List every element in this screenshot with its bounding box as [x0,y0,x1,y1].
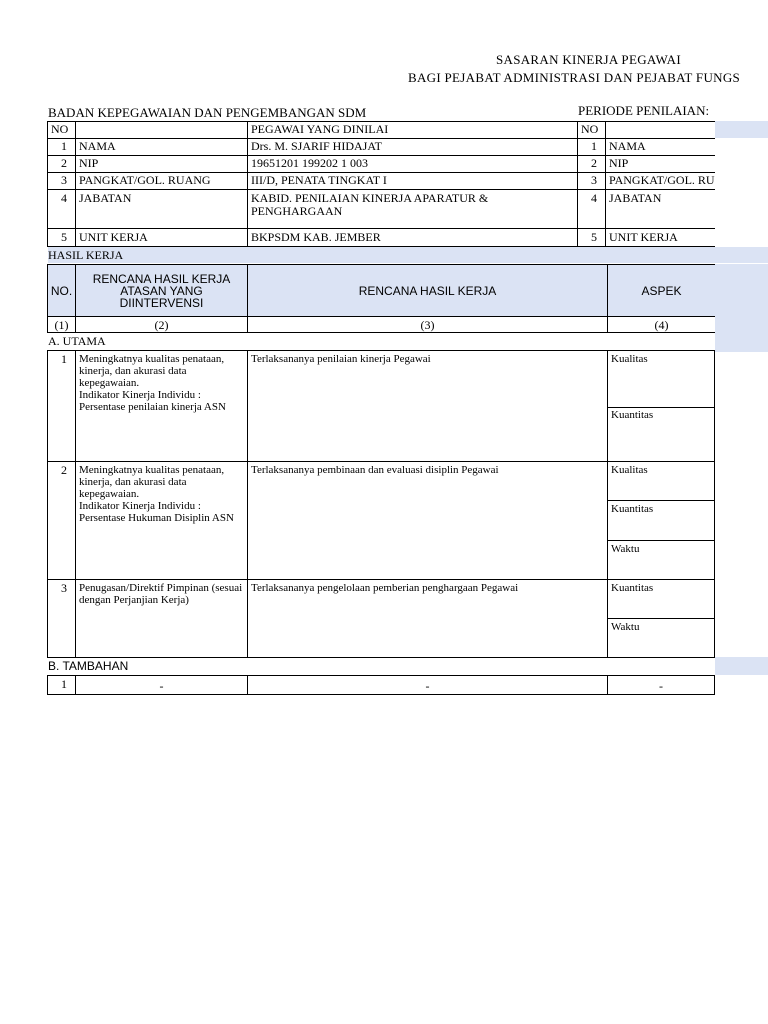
document-subtitle: BAGI PEJABAT ADMINISTRASI DAN PEJABAT FUNGS [408,70,741,85]
utama-row-atasan [76,352,247,414]
col-pegawai-header: PEGAWAI YANG DINILAI [251,122,389,136]
col-header-rhk: RENCANA HASIL KERJA [358,283,497,298]
col-header-rhk-atasan: RENCANA HASIL KERJA ATASAN YANG DIINTERVENSI [92,271,231,310]
header-shade [715,121,768,138]
info-row-value: 19651201 199202 1 003 [251,156,368,170]
header-shade [715,317,768,352]
col-number: (1) [54,317,69,332]
utama-row-aspek: Kuantitas [611,503,654,515]
utama-row-no: 1 [61,352,67,366]
hasil-kerja-label: HASIL KERJA [48,248,124,262]
info-row-no: 1 [61,139,67,153]
tambahan-row-atasan: - [159,679,164,693]
info-row-value: Drs. M. SJARIF HIDAJAT [251,139,383,153]
info-row-right-no: 3 [591,173,597,187]
info-row-no: 3 [61,173,67,187]
utama-row-aspek: Kualitas [611,464,648,476]
info-row-right-no: 1 [591,139,597,153]
atasan-text: Meningkatnya kualitas penataan, kinerja, dan akurasi data kepegawaian. [79,464,225,500]
col-header-no: NO. [50,283,73,298]
utama-row-aspek: Kuantitas [611,582,654,594]
info-row-right-label: JABATAN [609,191,662,205]
period-label: PERIODE PENILAIAN: [578,103,710,118]
tambahan-row-rhk: - [425,679,430,693]
utama-row-no: 2 [61,463,67,477]
col-number: (2) [154,317,169,332]
info-row-value: KABID. PENILAIAN KINERJA APARATUR & PENGHARGAAN [251,191,489,218]
info-row-label: NIP [79,156,99,170]
atasan-text: Meningkatnya kualitas penataan, kinerja, dan akurasi data kepegawaian. [79,353,225,389]
utama-row-aspek: Waktu [611,543,640,555]
info-row-right-no: 4 [591,191,597,205]
info-row-right-label: UNIT KERJA [609,230,678,244]
info-row-label: JABATAN [79,191,132,205]
utama-row-aspek: Kualitas [611,353,648,365]
utama-row-no: 3 [61,581,67,595]
info-row-label: UNIT KERJA [79,230,148,244]
tambahan-label: B. TAMBAHAN [48,659,129,673]
info-row-right-label: NIP [609,156,629,170]
info-row-no: 5 [61,230,67,244]
utama-label: A. UTAMA [48,334,106,348]
right-col-no-header: NO [581,122,599,136]
utama-row-aspek: Waktu [611,621,640,633]
info-row-value: III/D, PENATA TINGKAT I [251,173,387,187]
tambahan-row-no: 1 [61,677,67,691]
info-row-label: NAMA [79,139,116,153]
header-shade [715,657,768,675]
header-shade [48,247,768,263]
utama-row-atasan: Penugasan/Direktif Pimpinan (sesuai dengan Perjanjian Kerja) [79,582,243,606]
col-no-header: NO [51,122,69,136]
info-row-right-no: 5 [591,230,597,244]
info-row-right-label: NAMA [609,139,646,153]
utama-row-rhk: Terlaksananya penilaian kinerja Pegawai [251,353,431,365]
utama-row-rhk: Terlaksananya pembinaan dan evaluasi disiplin Pegawai [251,464,499,476]
document-title: SASARAN KINERJA PEGAWAI [496,52,681,67]
col-number: (3) [420,317,435,332]
info-row-right-label: PANGKAT/GOL. RU [609,173,715,187]
utama-row-rhk: Terlaksananya pengelolaan pemberian penghargaan Pegawai [251,582,519,594]
tambahan-row-aspek: - [659,679,663,693]
info-row-right-no: 2 [591,156,597,170]
info-row-no: 4 [61,191,67,205]
col-header-aspek: ASPEK [641,283,682,298]
institution-name: BADAN KEPEGAWAIAN DAN PENGEMBANGAN SDM [48,105,367,120]
col-number: (4) [654,317,669,332]
info-row-value: BKPSDM KAB. JEMBER [251,230,381,244]
info-row-no: 2 [61,156,67,170]
indikator-text: Indikator Kinerja Individu : Persentase Hukuman Disiplin ASN [79,500,234,524]
utama-row-atasan [76,463,247,525]
utama-row-aspek: Kuantitas [611,409,654,421]
indikator-text: Indikator Kinerja Individu : Persentase penilaian kinerja ASN [79,389,226,413]
info-row-label: PANGKAT/GOL. RUANG [79,173,211,187]
